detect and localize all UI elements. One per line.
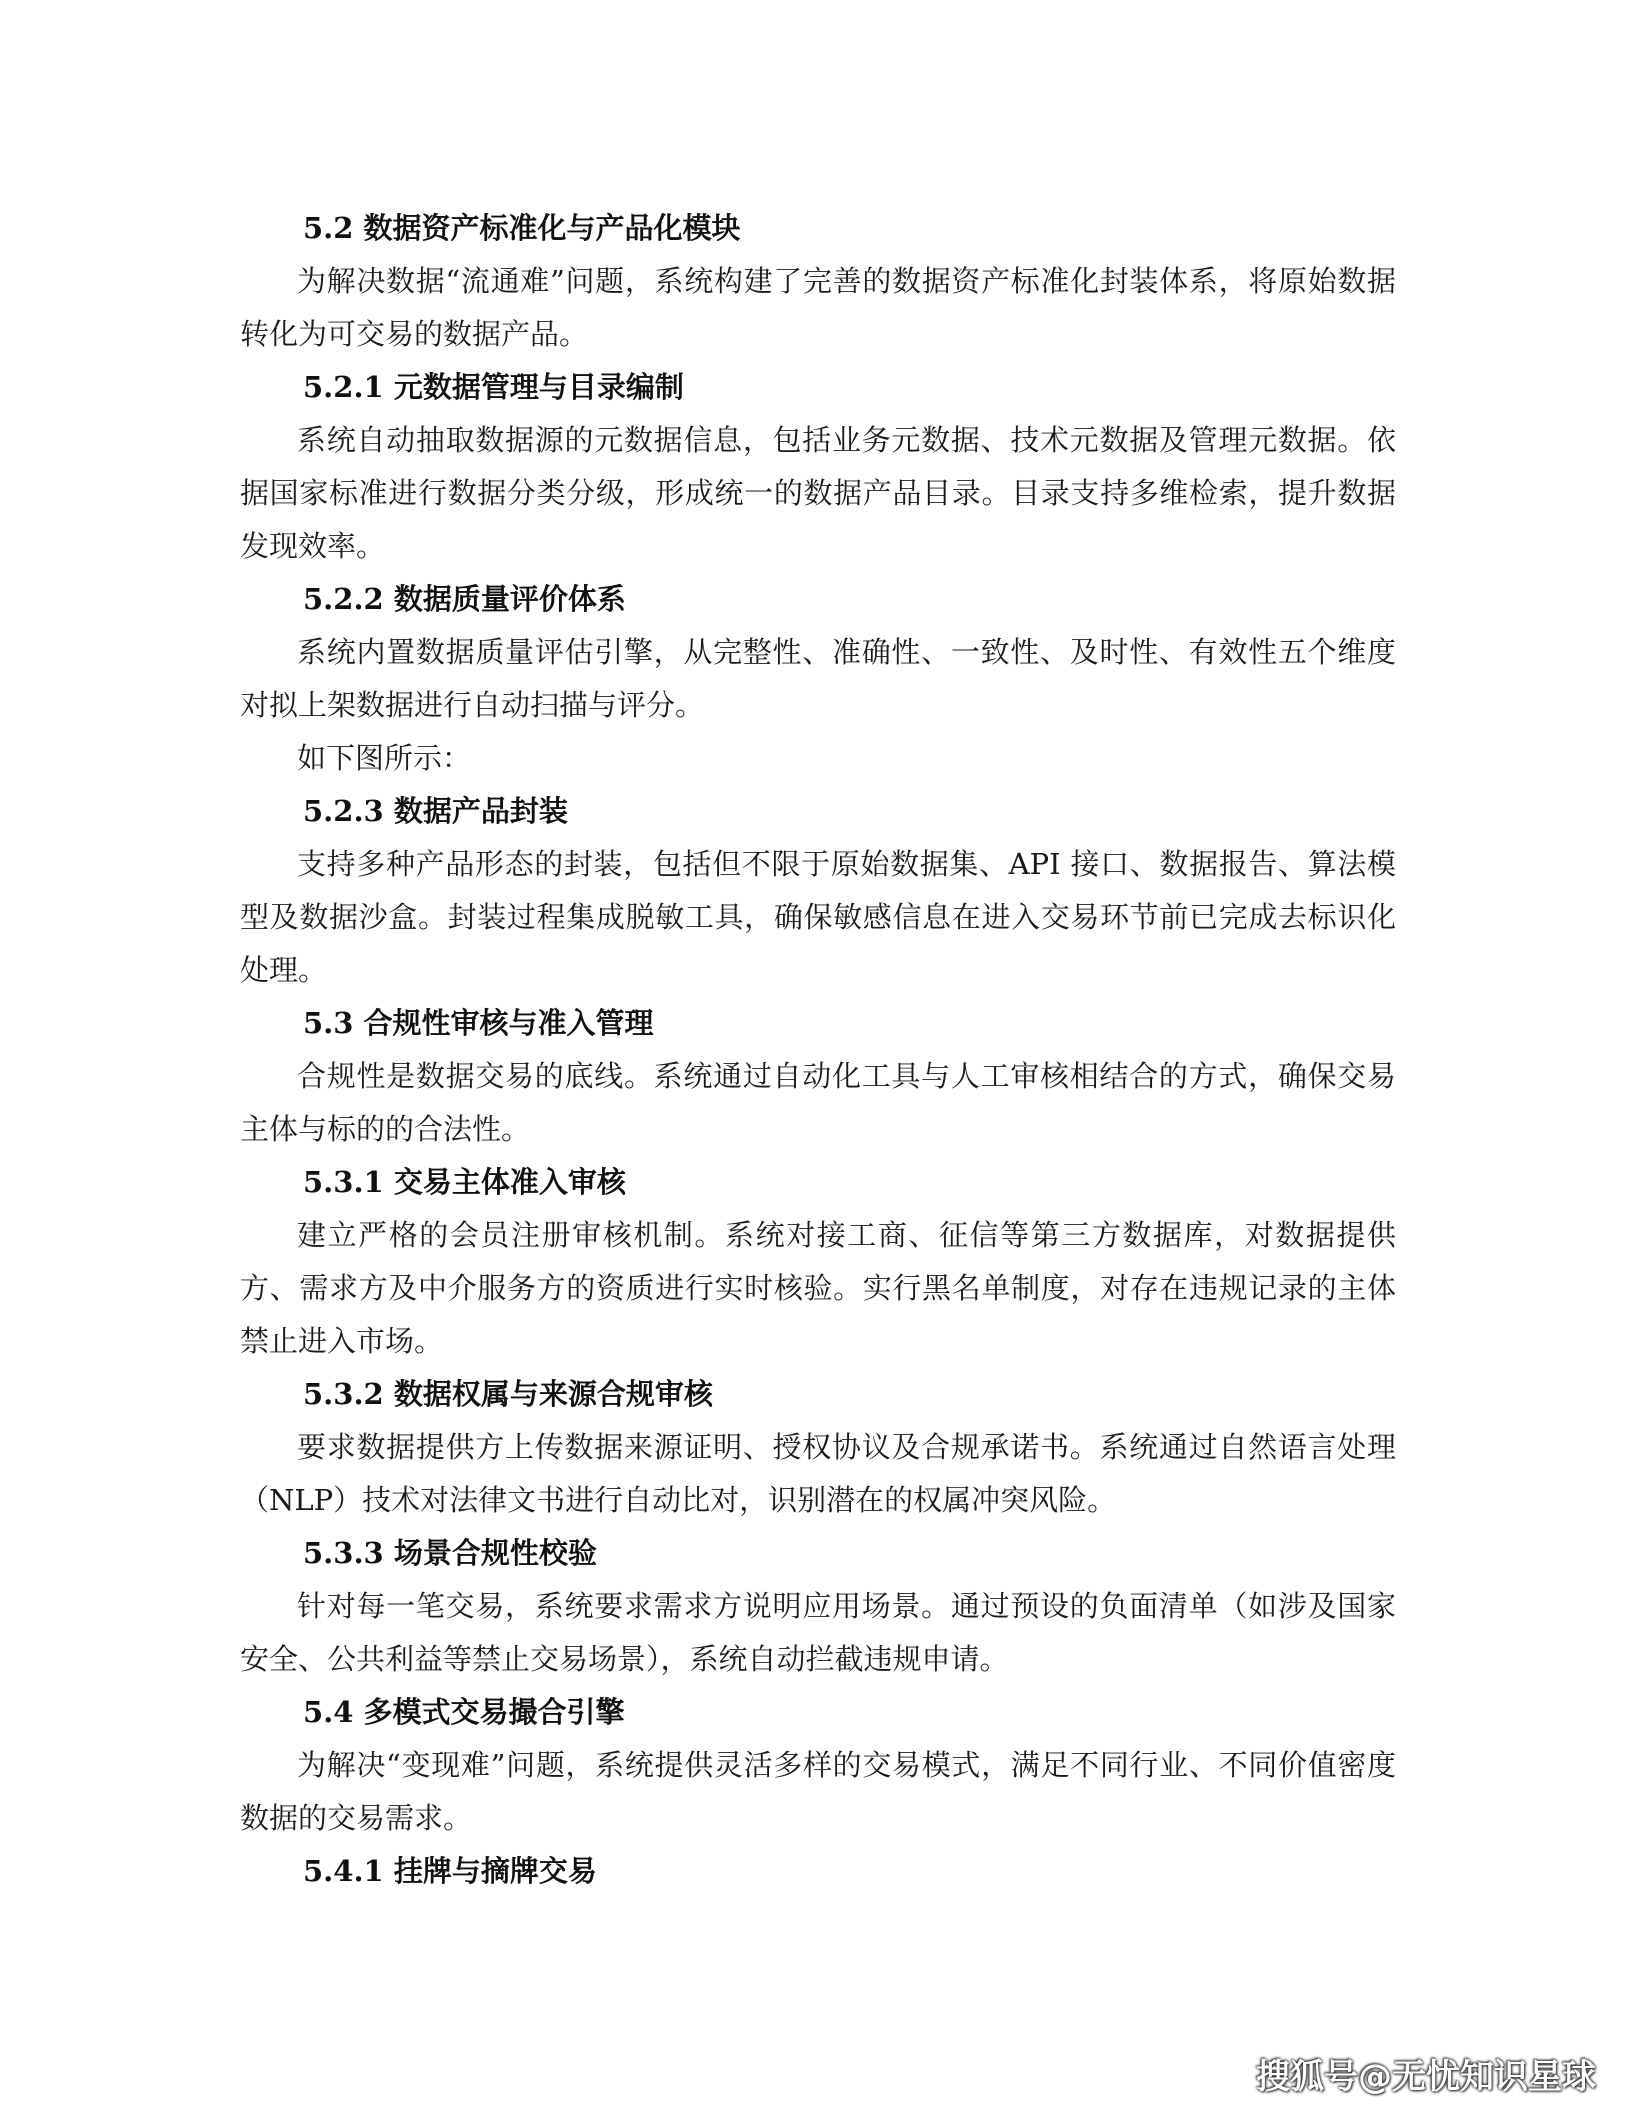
section-heading-5-3-3: 5.3.3 场景合规性校验 <box>303 1536 597 1570</box>
paragraph-5-2-2: 系统内置数据质量评估引擎，从完整性、准确性、一致性、及时性、有效性五个维度对拟上架数据进行自动扫描与评分。 <box>240 635 1396 722</box>
paragraph-5-2-intro: 为解决数据“流通难”问题，系统构建了完善的数据资产标准化封装体系，将原始数据转化为可交易的数据产品。 <box>240 264 1396 351</box>
section-heading-5-2-3: 5.2.3 数据产品封装 <box>303 794 568 828</box>
section-heading-5-2-1: 5.2.1 元数据管理与目录编制 <box>303 370 684 404</box>
section-heading-5-4: 5.4 多模式交易撮合引擎 <box>303 1695 625 1729</box>
section-heading-5-3-2: 5.3.2 数据权属与来源合规审核 <box>303 1377 713 1411</box>
section-heading-5-3: 5.3 合规性审核与准入管理 <box>303 1006 654 1040</box>
paragraph-5-3-1: 建立严格的会员注册审核机制。系统对接工商、征信等第三方数据库，对数据提供方、需求方及中介服务方的资质进行实时核验。实行黑名单制度，对存在违规记录的主体禁止进入市场。 <box>240 1218 1396 1358</box>
paragraph-5-3-3: 针对每一笔交易，系统要求需求方说明应用场景。通过预设的负面清单（如涉及国家安全、公共利益等禁止交易场景），系统自动拦截违规申请。 <box>240 1589 1396 1676</box>
section-heading-5-2-2: 5.2.2 数据质量评价体系 <box>303 582 626 616</box>
paragraph-5-2-3: 支持多种产品形态的封装，包括但不限于原始数据集、API 接口、数据报告、算法模型及数据沙盒。封装过程集成脱敏工具，确保敏感信息在进入交易环节前已完成去标识化处理。 <box>240 847 1396 987</box>
document-page <box>240 202 1396 1898</box>
paragraph-5-3-2: 要求数据提供方上传数据来源证明、授权协议及合规承诺书。系统通过自然语言处理（NLP）技术对法律文书进行自动比对，识别潜在的权属冲突风险。 <box>240 1430 1396 1517</box>
paragraph-5-2-1: 系统自动抽取数据源的元数据信息，包括业务元数据、技术元数据及管理元数据。依据国家标准进行数据分类分级，形成统一的数据产品目录。目录支持多维检索，提升数据发现效率。 <box>240 423 1396 563</box>
section-heading-5-3-1: 5.3.1 交易主体准入审核 <box>303 1165 626 1199</box>
section-heading-5-4-1: 5.4.1 挂牌与摘牌交易 <box>303 1854 597 1888</box>
section-heading-5-2: 5.2 数据资产标准化与产品化模块 <box>303 211 741 245</box>
paragraph-figure-note: 如下图所示： <box>297 741 472 775</box>
watermark-text: 搜狐号@无忧知识星球 <box>1256 2057 1596 2097</box>
paragraph-5-4-intro: 为解决“变现难”问题，系统提供灵活多样的交易模式，满足不同行业、不同价值密度数据的交易需求。 <box>240 1748 1396 1835</box>
paragraph-5-3-intro: 合规性是数据交易的底线。系统通过自动化工具与人工审核相结合的方式，确保交易主体与标的的合法性。 <box>240 1059 1396 1146</box>
